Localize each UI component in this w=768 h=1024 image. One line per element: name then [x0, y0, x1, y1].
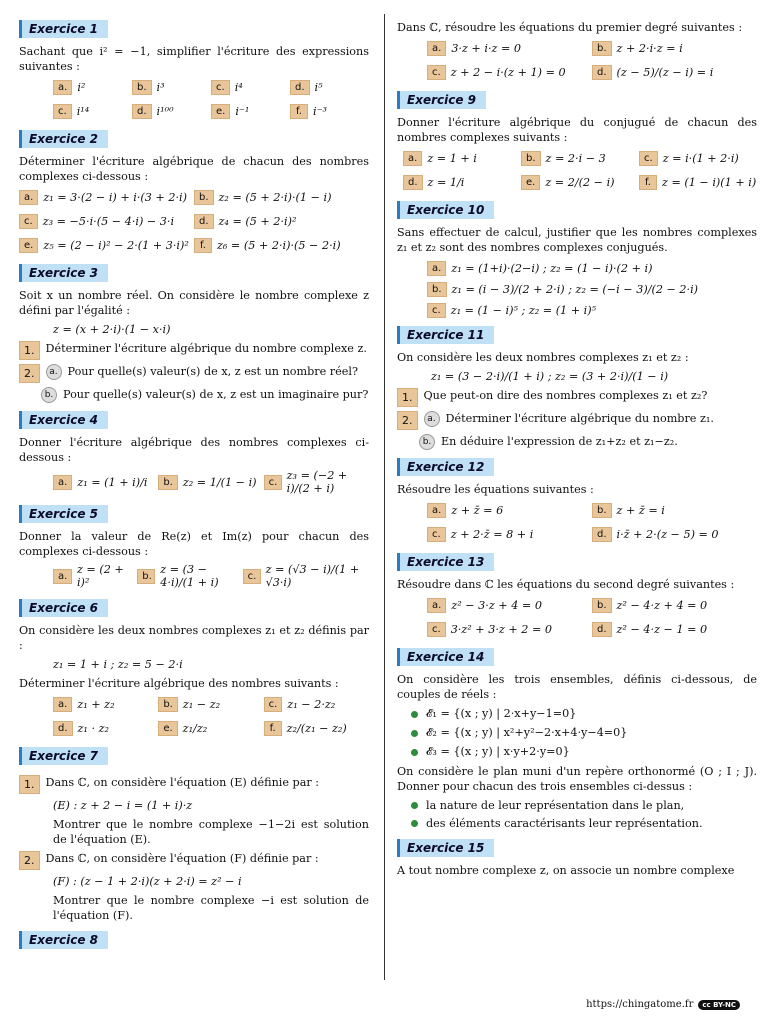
exercise-4	[19, 407, 369, 495]
item-label: d.	[403, 175, 423, 190]
sub-question-marker: a.	[424, 411, 440, 427]
item-expression: z₆ = (5 + 2·i)·(5 − 2·i)	[217, 238, 341, 252]
exercise-13	[397, 549, 757, 638]
exercise-item	[427, 501, 592, 519]
question-text: Montrer que le nombre complexe −1−2i est solution de l'équation (E).	[53, 818, 369, 846]
question-1	[19, 775, 369, 794]
bullet-text: 𝓔₃ = {(x ; y) | x·y+2·y=0}	[426, 745, 570, 758]
item-expression: z₁ = (1+i)·(2−i) ; z₂ = (1 − i)·(2 + i)	[451, 261, 653, 275]
bullet-text: la nature de leur représentation dans le plan,	[426, 799, 685, 812]
bullet-text: 𝓔₂ = {(x ; y) | x²+y²−2·x+4·y−4=0}	[426, 726, 628, 739]
exercise-item	[194, 188, 369, 206]
question-text: Déterminer l'écriture algébrique du nombre complexe z.	[45, 342, 367, 355]
item-label: f.	[290, 104, 308, 119]
exercise-item	[290, 78, 369, 96]
question-2	[19, 851, 369, 870]
question-1	[397, 388, 757, 407]
item-label: d.	[592, 65, 612, 80]
item-expression: z₁ + z₂	[77, 697, 115, 711]
item-label: d.	[290, 80, 310, 95]
question-text: En déduire l'expression de z₁+z₂ et z₁−z₂.	[441, 435, 678, 448]
exercise-11	[397, 322, 757, 450]
item-label: a.	[403, 151, 422, 166]
exercise-7	[19, 743, 369, 923]
exercise-item	[19, 188, 194, 206]
item-expression: z₁ = 3·(2 − i) + i·(3 + 2·i)	[43, 190, 187, 204]
exercise-item	[427, 301, 757, 319]
bullet-icon	[411, 802, 418, 809]
bullet-list	[397, 799, 757, 830]
equation: z = (x + 2·i)·(1 − x·i)	[53, 323, 171, 336]
item-label: c.	[427, 622, 446, 637]
item-expression: z = 2/(2 − i)	[545, 175, 615, 189]
equation: (F) : (z − 1 + 2·i)(z + 2·i) = z² − i	[53, 875, 242, 888]
question-2a	[19, 364, 369, 383]
item-expression: z₁ = (i − 3)/(2 + 2·i) ; z₂ = (−i − 3)/(2 − 2·i)	[451, 282, 699, 296]
item-expression: z₁ = (1 + i)/i	[77, 475, 148, 489]
question-text: Pour quelle(s) valeur(s) de x, z est un imaginaire pur?	[63, 388, 369, 401]
exercise-5	[19, 501, 369, 589]
license-badge: cc BY-NC	[698, 1000, 740, 1010]
item-label: e.	[158, 721, 177, 736]
item-expression: i³	[156, 80, 165, 94]
exercise-text: Donner l'écriture algébrique du conjugué de chacun des nombres complexes suivants :	[397, 116, 757, 144]
item-label: c.	[427, 65, 446, 80]
bullet-icon	[411, 730, 418, 737]
exercise-item	[403, 173, 521, 191]
item-label: b.	[158, 475, 178, 490]
item-expression: z + 2 − i·(z + 1) = 0	[450, 65, 566, 79]
exercise-text: Donner l'écriture algébrique des nombres complexes ci-dessous :	[19, 436, 369, 464]
item-label: c.	[639, 151, 658, 166]
item-expression: z₁/z₂	[182, 721, 208, 735]
exercise-title: Exercice 15	[397, 839, 494, 857]
item-expression: z² − 3·z + 4 = 0	[451, 598, 542, 612]
exercise-title: Exercice 8	[19, 931, 108, 949]
item-grid	[19, 469, 369, 495]
right-column	[397, 20, 757, 882]
exercise-item	[592, 525, 757, 543]
item-expression: i¹⁴	[76, 104, 90, 118]
item-label: f.	[639, 175, 657, 190]
question-number: 1.	[397, 388, 418, 407]
item-label: b.	[194, 190, 214, 205]
item-expression: z = (2 + i)²	[76, 563, 124, 589]
set-item	[411, 745, 757, 759]
exercise-text: A tout nombre complexe z, on associe un nombre complexe	[397, 864, 735, 877]
set-item	[411, 707, 757, 721]
item-expression: z + z̄ = i	[616, 503, 665, 517]
question-2b	[19, 387, 369, 403]
item-expression: z = (√3 − i)/(1 + √3·i)	[265, 563, 360, 589]
exercise-item	[427, 620, 592, 638]
item-expression: z₃ = −5·i·(5 − 4·i) − 3·i	[42, 214, 175, 228]
bullet-icon	[411, 749, 418, 756]
exercise-item	[264, 695, 369, 713]
question-number: 1.	[19, 341, 40, 360]
item-label: e.	[211, 104, 230, 119]
item-label: a.	[19, 190, 38, 205]
exercise-item	[211, 102, 290, 120]
item-expression: z₂ = 1/(1 − i)	[182, 475, 257, 489]
question-text: Pour quelle(s) valeur(s) de x, z est un nombre réel?	[67, 365, 358, 378]
item-label: b.	[132, 80, 152, 95]
question-text: Dans ℂ, on considère l'équation (E) définie par :	[45, 776, 320, 789]
exercise-title: Exercice 4	[19, 411, 108, 429]
exercise-14	[397, 644, 757, 830]
exercise-10	[397, 197, 757, 319]
exercise-text: Résoudre dans ℂ les équations du second degré suivantes :	[397, 578, 735, 591]
bullet-item	[411, 799, 757, 812]
item-label: d.	[53, 721, 73, 736]
item-expression: z = 2·i − 3	[545, 151, 606, 165]
item-grid	[397, 596, 757, 638]
exercise-item	[194, 212, 369, 230]
item-expression: 3·z + i·z = 0	[451, 41, 521, 55]
item-expression: z₄ = (5 + 2·i)²	[218, 214, 297, 228]
item-label: f.	[264, 721, 282, 736]
exercise-item	[639, 173, 757, 191]
item-expression: z₃ = (−2 + i)/(2 + i)	[286, 469, 348, 495]
exercise-item	[19, 212, 194, 230]
item-expression: z = (3 − 4·i)/(1 + i)	[160, 563, 219, 589]
exercise-title: Exercice 1	[19, 20, 108, 38]
item-label: b.	[592, 598, 612, 613]
question-2b	[397, 434, 757, 450]
item-expression: i⁻¹	[235, 104, 250, 118]
item-grid	[19, 78, 369, 120]
exercise-item	[158, 469, 263, 495]
exercise-3	[19, 260, 369, 403]
exercise-8	[397, 20, 757, 81]
question-text: Déterminer l'écriture algébrique du nombre z₁.	[445, 412, 714, 425]
item-expression: z₁ · z₂	[77, 721, 109, 735]
exercise-title: Exercice 3	[19, 264, 108, 282]
item-label: c.	[211, 80, 230, 95]
exercise-item	[592, 501, 757, 519]
set-list	[397, 707, 757, 759]
item-expression: i·z̄ + 2·(z − 5) = 0	[616, 527, 719, 541]
exercise-item	[158, 695, 263, 713]
item-expression: z = 1 + i	[427, 151, 477, 165]
item-grid	[397, 501, 757, 543]
question-1	[19, 341, 369, 360]
question-2a	[397, 411, 757, 430]
item-label: a.	[427, 503, 446, 518]
exercise-item	[194, 236, 369, 254]
item-label: b.	[592, 41, 612, 56]
item-expression: i¹⁰⁰	[156, 104, 174, 118]
exercise-item	[158, 719, 263, 737]
item-grid	[19, 563, 369, 589]
item-label: b.	[137, 569, 155, 584]
exercise-title: Exercice 9	[397, 91, 486, 109]
exercise-item	[53, 469, 158, 495]
item-label: c.	[264, 697, 283, 712]
column-divider	[384, 14, 385, 980]
exercise-item	[403, 149, 521, 167]
question-number: 2.	[397, 411, 418, 430]
item-label: e.	[521, 175, 540, 190]
exercise-text: Donner la valeur de Re(z) et Im(z) pour chacun des complexes ci-dessous :	[19, 530, 369, 558]
item-label: c.	[427, 527, 446, 542]
item-label: b.	[158, 697, 178, 712]
page-footer	[586, 999, 740, 1010]
exercise-text: Résoudre les équations suivantes :	[397, 483, 594, 496]
exercise-text: Dans ℂ, résoudre les équations du premier degré suivantes :	[397, 21, 743, 34]
item-label: f.	[194, 238, 212, 253]
item-label: d.	[132, 104, 152, 119]
item-label: d.	[194, 214, 214, 229]
question-text: Montrer que le nombre complexe −i est solution de l'équation (F).	[53, 894, 369, 922]
exercise-title: Exercice 12	[397, 458, 494, 476]
bullet-icon	[411, 711, 418, 718]
exercise-9	[397, 87, 757, 191]
sub-question-marker: a.	[46, 364, 62, 380]
item-label: b.	[592, 503, 612, 518]
item-list	[397, 259, 757, 319]
exercise-item	[427, 39, 592, 57]
exercise-title: Exercice 14	[397, 648, 494, 666]
item-grid	[397, 39, 757, 81]
exercise-title: Exercice 10	[397, 201, 494, 219]
equation: z₁ = 1 + i ; z₂ = 5 − 2·i	[53, 658, 183, 671]
exercise-item	[427, 525, 592, 543]
exercise-item	[53, 78, 132, 96]
exercise-text: On considère les trois ensembles, définis ci-dessous, de couples de réels :	[397, 673, 757, 701]
exercise-text-2: On considère le plan muni d'un repère orthonormé (O ; I ; J). Donner pour chacun des trois ensembles ci-dessus :	[397, 765, 757, 793]
exercise-12	[397, 454, 757, 543]
exercise-8-header	[19, 927, 369, 955]
exercise-item	[592, 620, 757, 638]
sub-question-marker: b.	[419, 434, 435, 450]
item-grid	[397, 149, 757, 191]
exercise-item	[19, 236, 194, 254]
exercise-text: Sans effectuer de calcul, justifier que les nombres complexes z₁ et z₂ sont des nombres complexes conjugués.	[397, 226, 757, 254]
exercise-item	[427, 596, 592, 614]
item-expression: i⁵	[314, 80, 323, 94]
item-expression: 3·z² + 3·z + 2 = 0	[450, 622, 553, 636]
item-expression: z + 2·z̄ = 8 + i	[450, 527, 534, 541]
exercise-item	[132, 78, 211, 96]
item-label: c.	[53, 104, 72, 119]
exercise-item	[290, 102, 369, 120]
item-expression: z₂ = (5 + 2·i)·(1 − i)	[218, 190, 332, 204]
exercise-text: On considère les deux nombres complexes z₁ et z₂ :	[397, 351, 689, 364]
item-label: e.	[19, 238, 38, 253]
bullet-text: des éléments caractérisants leur représentation.	[426, 817, 703, 830]
exercise-item	[521, 149, 639, 167]
sub-question-marker: b.	[41, 387, 57, 403]
bullet-text: 𝓔₁ = {(x ; y) | 2·x+y−1=0}	[426, 707, 577, 720]
item-label: a.	[427, 598, 446, 613]
item-expression: z + 2·i·z = i	[616, 41, 683, 55]
exercise-text-2: Déterminer l'écriture algébrique des nombres suivants :	[19, 677, 339, 690]
item-label: c.	[19, 214, 38, 229]
exercise-item	[592, 39, 757, 57]
item-expression: z₅ = (2 − i)² − 2·(1 + 3·i)²	[43, 238, 189, 252]
exercise-text: Déterminer l'écriture algébrique de chacun des nombres complexes ci-dessous :	[19, 155, 369, 183]
exercise-item	[53, 719, 158, 737]
item-expression: z² − 4·z − 1 = 0	[616, 622, 708, 636]
exercise-title: Exercice 6	[19, 599, 108, 617]
left-column	[19, 16, 369, 955]
exercise-2	[19, 126, 369, 254]
exercise-15	[397, 835, 757, 878]
exercise-item	[53, 102, 132, 120]
exercise-item	[427, 259, 757, 277]
exercise-title: Exercice 2	[19, 130, 108, 148]
exercise-item	[264, 469, 369, 495]
item-label: a.	[427, 261, 446, 276]
exercise-item	[639, 149, 757, 167]
item-label: a.	[53, 80, 72, 95]
equation: (E) : z + 2 − i = (1 + i)·z	[53, 799, 193, 812]
item-label: d.	[592, 527, 612, 542]
item-expression: i²	[77, 80, 86, 94]
item-expression: z + z̄ = 6	[451, 503, 504, 517]
exercise-title: Exercice 11	[397, 326, 494, 344]
exercise-item	[53, 563, 137, 589]
item-expression: i⁴	[234, 80, 243, 94]
item-label: a.	[53, 475, 72, 490]
exercise-item	[132, 102, 211, 120]
question-number: 2.	[19, 364, 40, 383]
item-grid	[19, 695, 369, 737]
question-text: Dans ℂ, on considère l'équation (F) définie par :	[45, 852, 319, 865]
exercise-item	[137, 563, 242, 589]
question-number: 1.	[19, 775, 40, 794]
item-expression: (z − 5)/(z − i) = i	[616, 65, 714, 79]
equation: z₁ = (3 − 2·i)/(1 + i) ; z₂ = (3 + 2·i)/(1 − i)	[431, 370, 669, 383]
item-expression: z² − 4·z + 4 = 0	[616, 598, 708, 612]
question-text: Que peut-on dire des nombres complexes z₁ et z₂?	[423, 389, 708, 402]
exercise-item	[53, 695, 158, 713]
bullet-item	[411, 817, 757, 830]
exercise-title: Exercice 13	[397, 553, 494, 571]
exercise-item	[211, 78, 290, 96]
item-expression: z₁ − 2·z₂	[287, 697, 336, 711]
item-expression: z₁ = (1 − i)⁵ ; z₂ = (1 + i)⁵	[450, 303, 597, 317]
item-label: a.	[427, 41, 446, 56]
exercise-item	[592, 63, 757, 81]
exercise-item	[427, 280, 757, 298]
exercise-title: Exercice 5	[19, 505, 108, 523]
exercise-item	[592, 596, 757, 614]
source-url[interactable]: https://chingatome.fr	[586, 999, 694, 1010]
item-label: c.	[427, 303, 446, 318]
exercise-text: Soit x un nombre réel. On considère le nombre complexe z défini par l'égalité :	[19, 289, 369, 317]
exercise-1	[19, 16, 369, 120]
item-grid	[19, 188, 369, 254]
exercise-title: Exercice 7	[19, 747, 108, 765]
bullet-icon	[411, 820, 418, 827]
item-expression: z = (1 − i)(1 + i)	[662, 175, 757, 189]
set-item	[411, 726, 757, 740]
item-label: d.	[592, 622, 612, 637]
item-expression: z = 1/i	[427, 175, 465, 189]
exercise-6	[19, 595, 369, 737]
item-label: b.	[427, 282, 447, 297]
exercise-item	[427, 63, 592, 81]
item-expression: z₁ − z₂	[182, 697, 221, 711]
exercise-item	[264, 719, 369, 737]
item-label: c.	[243, 569, 261, 584]
question-number: 2.	[19, 851, 40, 870]
exercise-text: Sachant que i² = −1, simplifier l'écriture des expressions suivantes :	[19, 45, 369, 73]
exercise-item	[243, 563, 369, 589]
item-label: a.	[53, 697, 72, 712]
exercise-text: On considère les deux nombres complexes z₁ et z₂ définis par :	[19, 624, 369, 652]
exercise-item	[521, 173, 639, 191]
item-expression: z₂/(z₁ − z₂)	[286, 721, 347, 735]
item-label: c.	[264, 475, 282, 490]
item-label: a.	[53, 569, 72, 584]
item-expression: z = i·(1 + 2·i)	[662, 151, 739, 165]
item-label: b.	[521, 151, 541, 166]
item-expression: i⁻³	[313, 104, 327, 118]
